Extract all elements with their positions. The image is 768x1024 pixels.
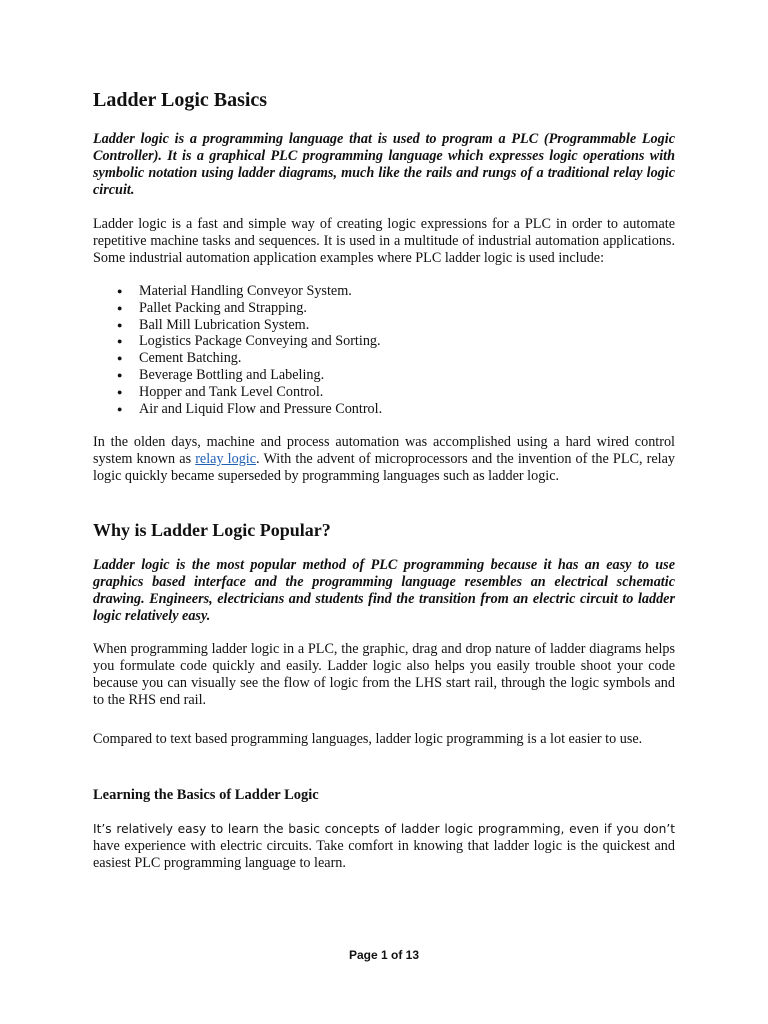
popular-lead-paragraph: Ladder logic is the most popular method of PLC programming because it has an easy to use graphics based interface and the programming language resembles an electrical schematic drawing. Engineers, electricians and students find the transition from an electric circuit to ladder logic relatively easy. — [93, 557, 675, 624]
list-item: ● Logistics Package Conveying and Sorting. — [117, 333, 381, 350]
list-item: ● Material Handling Conveyor System. — [117, 283, 352, 299]
bullet-icon: ● — [117, 353, 123, 364]
document-title: Ladder Logic Basics — [93, 89, 268, 111]
bullet-icon: ● — [117, 369, 123, 380]
paragraph-history: In the olden days, machine and process automation was accomplished using a hard wired control system known as relay logic. With the advent of microprocessors and the invention of the PLC, relay logic quickly became superseded by programming languages such as ladder logic. — [93, 434, 675, 484]
paragraph-programming: When programming ladder logic in a PLC, the graphic, drag and drop nature of ladder diagrams helps you formulate code quickly and easily. Ladder logic also helps you easily trouble shoot your code because you can visually see the flow of logic from the LHS start rail, through the logic symbols and to the RHS end rail. — [93, 641, 675, 708]
paragraph-learning: It’s relatively easy to learn the basic concepts of ladder logic programming, even if you don’t have experience with electric circuits. Take comfort in knowing that ladder logic is the quickest and easiest PLC programming language to learn. — [93, 822, 675, 871]
section-heading-learning: Learning the Basics of Ladder Logic — [93, 787, 319, 803]
document-page — [93, 0, 675, 1024]
bullet-icon: ● — [117, 319, 123, 330]
application-list — [93, 283, 382, 417]
bullet-icon: ● — [117, 336, 123, 347]
intro-paragraph: Ladder logic is a programming language that is used to program a PLC (Programmable Logic Controller). It is a graphical PLC programming language which expresses logic operations with symbolic notation using ladder diagrams, much like the rails and rungs of a traditional relay logic circuit. — [93, 131, 675, 198]
total-page-count: 13 — [405, 948, 420, 962]
paragraph-comparison: Compared to text based programming languages, ladder logic programming is a lot easier to use. — [93, 731, 643, 747]
list-item: ● Pallet Packing and Strapping. — [117, 299, 307, 316]
bullet-icon: ● — [117, 403, 123, 414]
current-page-number: 1 — [380, 948, 388, 962]
list-item: ● Ball Mill Lubrication System. — [117, 316, 310, 333]
bullet-icon: ● — [117, 286, 123, 296]
relay-logic-link[interactable]: relay logic — [195, 451, 257, 467]
bullet-icon: ● — [117, 386, 123, 397]
list-item: ● Hopper and Tank Level Control. — [117, 383, 324, 400]
list-item: ● Cement Batching. — [117, 350, 242, 367]
page-number-footer: Page 1 of 13 — [348, 948, 420, 962]
list-item: ● Beverage Bottling and Labeling. — [117, 366, 325, 383]
section-heading-popular: Why is Ladder Logic Popular? — [93, 520, 331, 540]
bullet-icon: ● — [117, 302, 123, 313]
list-item: ● Air and Liquid Flow and Pressure Control. — [117, 400, 383, 417]
paragraph-usage: Ladder logic is a fast and simple way of creating logic expressions for a PLC in order to automate repetitive machine tasks and sequences. It is used in a multitude of industrial automation applications. Some industrial automation application examples where PLC ladder logic is used include: — [93, 216, 675, 266]
